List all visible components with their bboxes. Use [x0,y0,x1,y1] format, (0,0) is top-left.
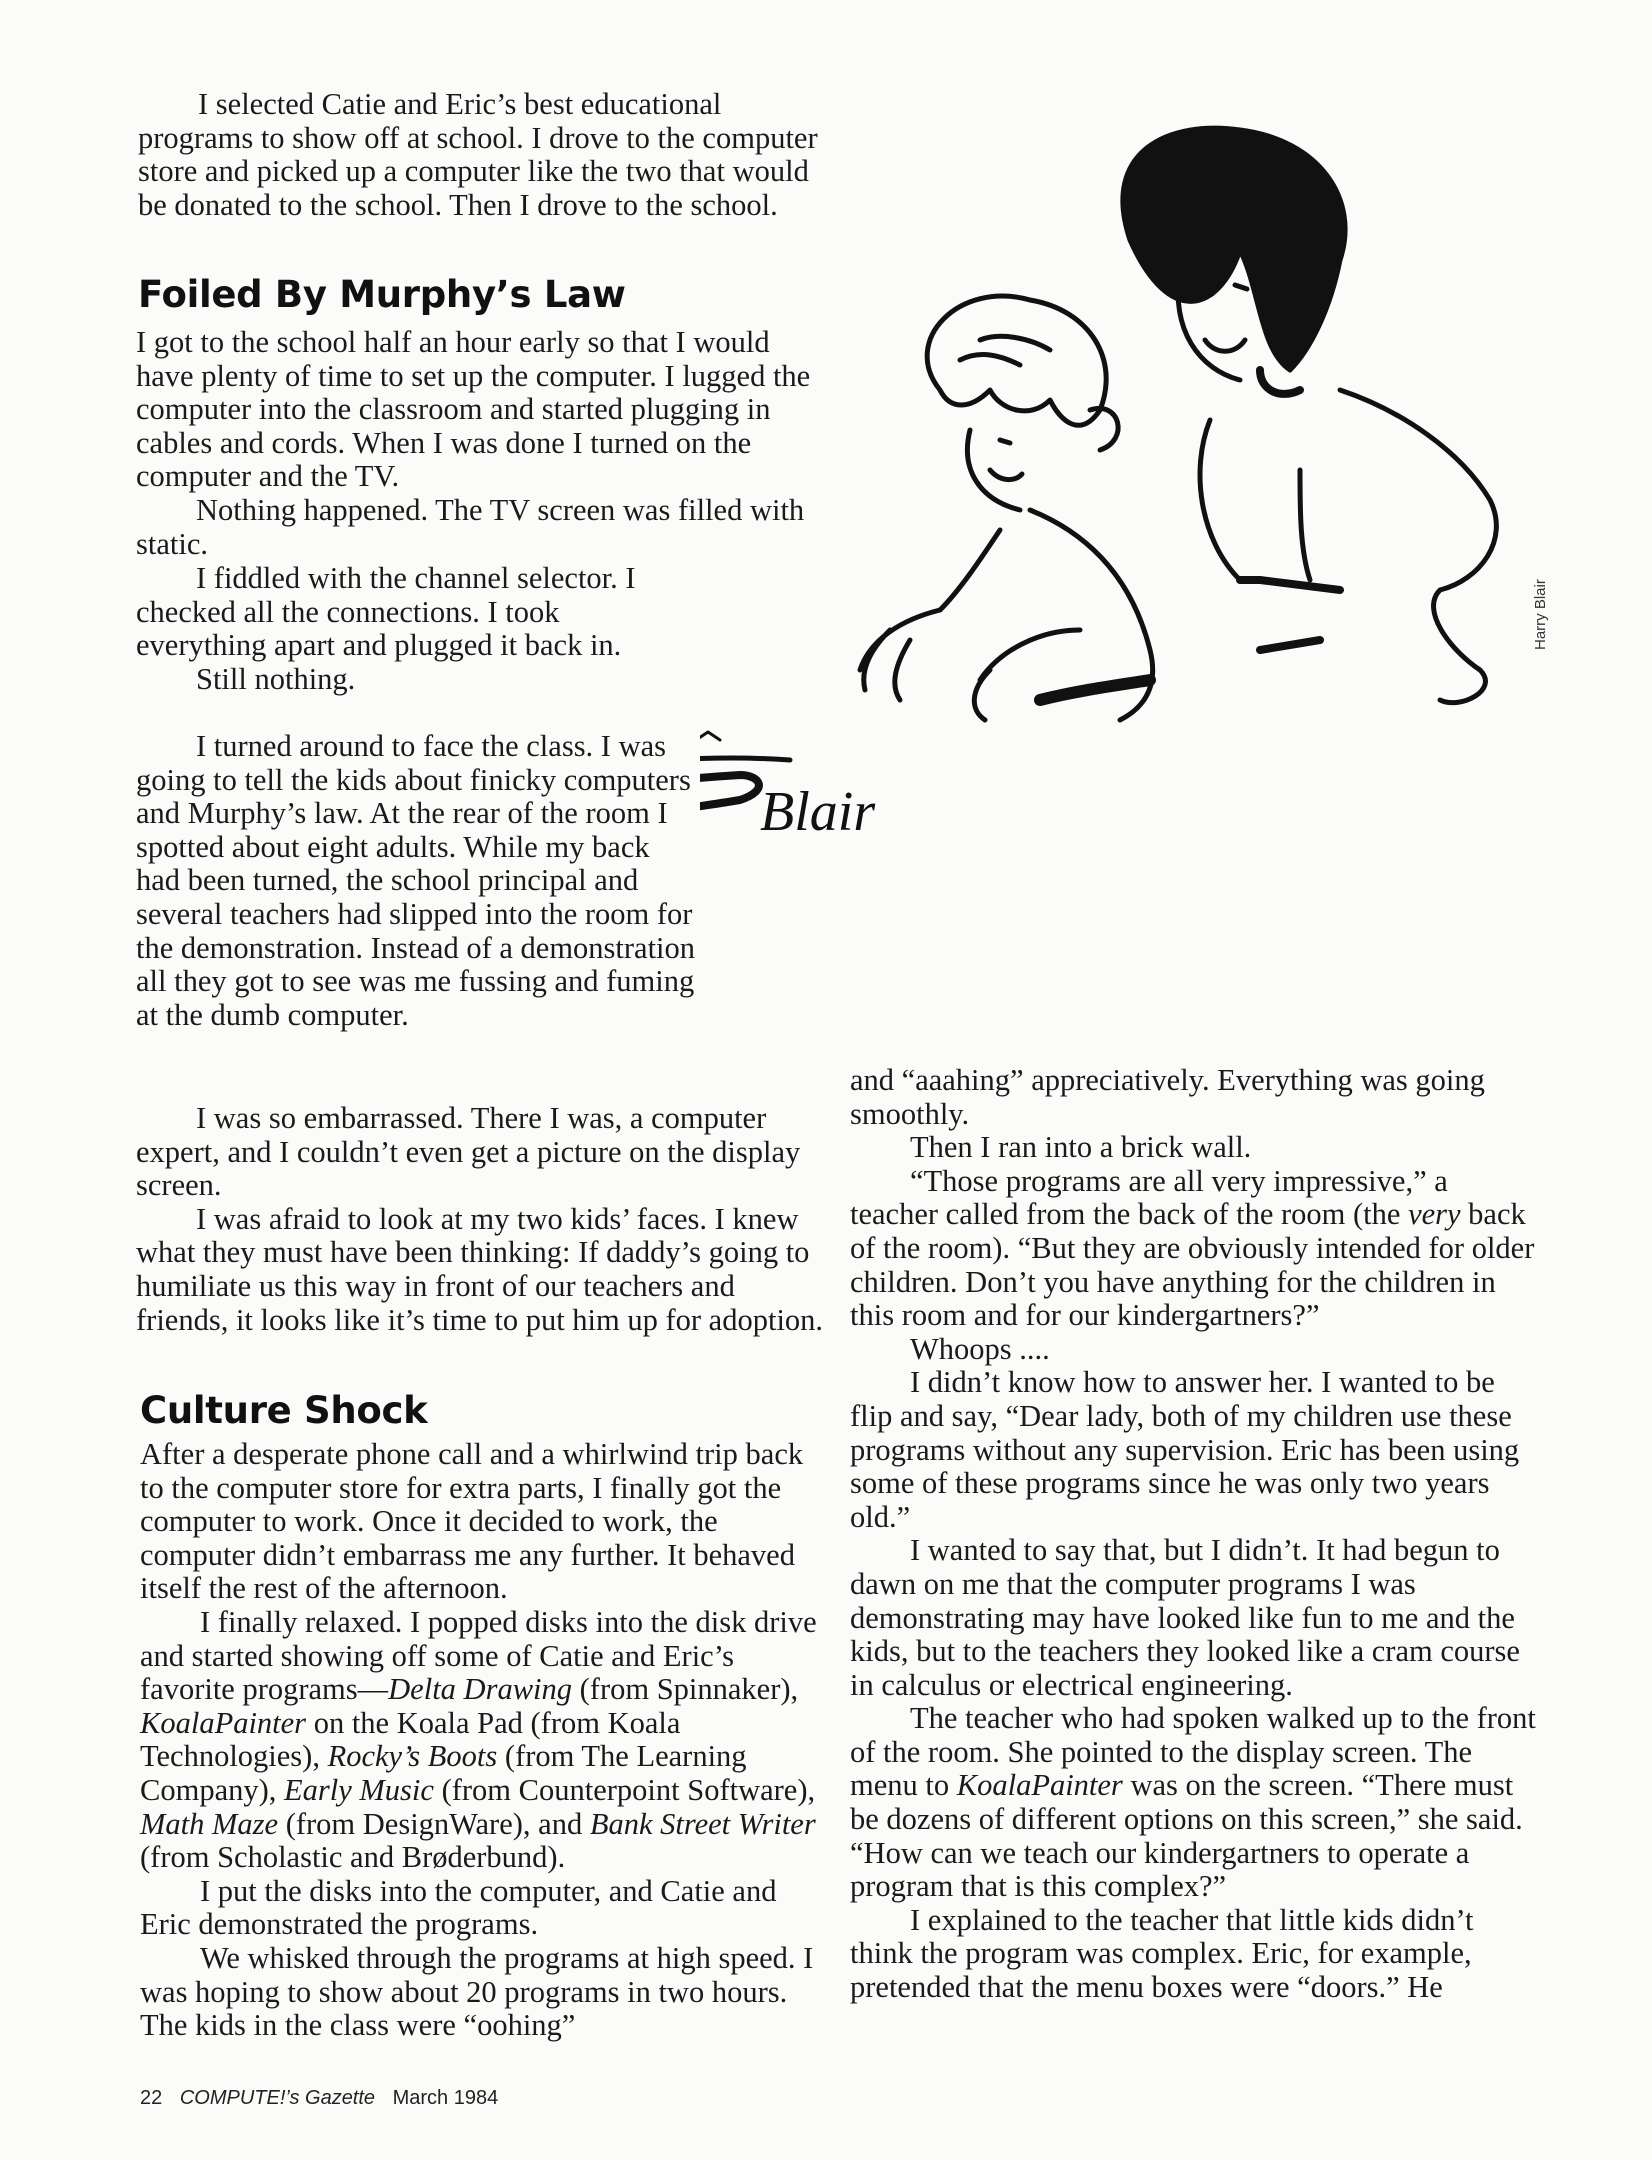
section1-text-wrap [136,562,676,696]
paragraph: Still nothing. [196,661,356,696]
paragraph: Whoops .... [910,1331,1050,1366]
section1-text-lower [136,1102,826,1337]
section2-text [140,1438,830,2043]
paragraph: Nothing happened. The TV screen was filled with static. [136,492,805,561]
issue-date: March 1984 [392,2087,499,2109]
paragraph: I turned around to face the class. I was going to tell the kids about finicky computers and Murphy’s law. At the rear of the room I spotted about eight adults. While my back had been turned, the school principal and several teachers had slipped into the room for the demonstration. Instead of a demonstration all they got to see was me fussing and fuming at the dumb computer. [136,729,696,1032]
paragraph: “Those programs are all very impressive,” a teacher called from the back of the room (the very back of the room). “But they are obviously intended for older children. Don’t you have anything for the children in this room and for our kindergartners?” [850,1163,1535,1333]
right-column-text [850,1064,1540,2005]
paragraph: I finally relaxed. I popped disks into the disk drive and started showing off some of Catie and Eric’s favorite programs—Delta Drawing (from Spinnaker), KoalaPainter on the Koala Pad (from Koala Technologies), Rocky’s Boots (from The Learning Company), Early Music (from Counterpoint Software), Math Maze (from DesignWare), and Bank Street Writer (from Scholastic and Brøderbund). [140,1604,817,1875]
illustration-woman-and-boy-at-computer [700,110,1600,1010]
section1-text-wrap-2 [136,730,696,1032]
paragraph: I wanted to say that, but I didn’t. It had begun to dawn on me that the computer programs I was demonstrating may have looked like fun to me and the kids, but to the teachers they looked like a cram course in calculus or electrical engineering. [850,1533,1520,1702]
paragraph: I put the disks into the computer, and Catie and Eric demonstrated the programs. [140,1873,777,1942]
paragraph: After a desperate phone call and a whirlwind trip back to the computer store for extra parts, I finally got the computer to work. Once it decided to work, the computer didn’t embarrass me any further. It behaved itself the rest of the afternoon. [140,1437,804,1606]
paragraph: I got to the school half an hour early so that I would have plenty of time to set up the computer. I lugged the computer into the classroom and started plugging in cables and cords. When I was done I turned on the computer and the TV. [136,325,811,494]
paragraph: Then I ran into a brick wall. [910,1130,1252,1165]
paragraph: The teacher who had spoken walked up to the front of the room. She pointed to the display screen. The menu to KoalaPainter was on the screen. “There must be dozens of different options on this screen,” she said. “How can we teach our kindergartners to operate a program that is this complex?” [850,1701,1536,1904]
paragraph: I explained to the teacher that little kids didn’t think the program was complex. Eric, for example, pretended that the menu boxes were “doors.” He [850,1902,1474,2005]
illustration-credit: Harry Blair [1532,579,1549,650]
paragraph: I was so embarrassed. There I was, a computer expert, and I couldn’t even get a picture on the display screen. [136,1101,801,1203]
paragraph: and “aaahing” appreciatively. Everything was going smoothly. [850,1063,1485,1131]
paragraph: We whisked through the programs at high speed. I was hoping to show about 20 programs in two hours. The kids in the class were “oohing” [140,1940,814,2043]
paragraph: I didn’t know how to answer her. I wanted to be flip and say, “Dear lady, both of my children use these programs without any supervision. Eric has been using some of these programs since he was only two years old.” [850,1365,1520,1534]
artist-signature: Blair [760,781,876,843]
magazine-name: COMPUTE!’s Gazette [179,2087,376,2109]
paragraph: I selected Catie and Eric’s best educational programs to show off at school. I drove to the computer store and picked up a computer like the two that would be donated to the school. Then I drove to the school. [138,87,818,222]
page-footer [140,2086,510,2110]
paragraph: I fiddled with the channel selector. I checked all the connections. I took everything apart and plugged it back in. [136,561,636,663]
section-heading-culture-shock: Culture Shock [140,1389,428,1432]
page-number: 22 [140,2087,163,2109]
section-heading-murphys-law: Foiled By Murphy’s Law [138,273,626,316]
paragraph: I was afraid to look at my two kids’ faces. I knew what they must have been thinking: If daddy’s going to humiliate us this way in front of our teachers and friends, it looks like it’s time to put him up for adoption. [136,1201,824,1337]
